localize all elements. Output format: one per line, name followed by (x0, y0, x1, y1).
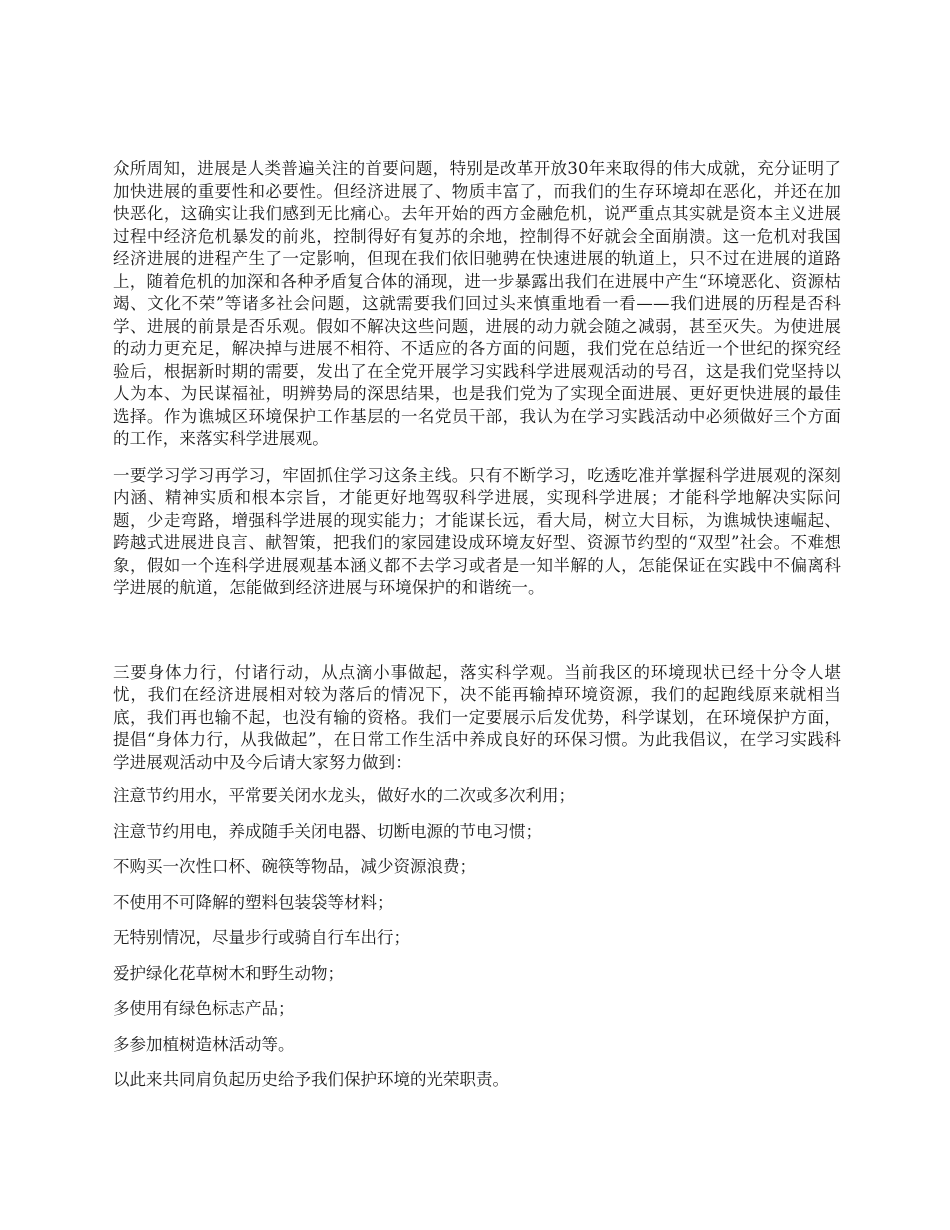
document-body (113, 158, 841, 1105)
list-item-greenery: 爱护绿化花草树木和野生动物； (113, 963, 344, 983)
list-item-tree-planting: 多参加植树造林活动等。 (113, 1034, 295, 1054)
list-item-travel: 无特别情况，尽量步行或骑自行车出行； (113, 928, 410, 947)
list-item-disposable: 不购买一次性口杯、碗筷等物品，减少资源浪费； (113, 857, 476, 876)
paragraph-intro: 众所周知，进展是人类普遍关注的首要问题，特别是改革开放30年来取得的伟大成就，充分证明了加快进展的重要性和必要性。但经济进展了、物质丰富了，而我们的生存环境却在恶化，并还在加快恶化，这确实让我们感到无比痛心。去年开始的西方金融危机，说严重点其实就是资本主义进展过程中经济危机暴发的前兆，控制得好有复苏的余地，控制得不好就会全面崩溃。这一危机对我国经济进展的进程产生了一定影响，但现在我们依旧驰骋在快速进展的轨道上，只不过在进展的道路上，随着危机的加深和各种矛盾复合体的涌现，进一步暴露出我们在进展中产生“环境恶化、资源枯竭、文化不荣”等诸多社会问题，这就需要我们回过头来慎重地看一看——我们进展的历程是否科学、进展的前景是否乐观。假如不解决这些问题，进展的动力就会随之减弱，甚至灭失。为使进展的动力更充足，解决掉与进展不相符、不适应的各方面的问题，我们党在总结近一个世纪的探究经验后，根据新时期的需要，发出了在全党开展学习实践科学进展观活动的号召，这是我们党坚持以人为本、为民谋福祉，明辨势局的深思结果，也是我们党为了实现全面进展、更好更快进展的最佳选择。作为谯城区环境保护工作基层的一名党员干部，我认为在学习实践活动中必须做好三个方面的工作，来落实科学进展观。 (113, 159, 841, 448)
list-item-plastic: 不使用不可降解的塑料包装袋等材料； (113, 892, 394, 912)
closing-sentence: 以此来共同肩负起历史给予我们保护环境的光荣职责。 (113, 1070, 509, 1089)
paragraph-study: 一要学习学习再学习，牢固抓住学习这条主线。只有不断学习，吃透吃准并掌握科学进展观的深刻内涵、精神实质和根本宗旨，才能更好地驾驭科学进展，实现科学进展；才能科学地解决实际问题，少走弯路，增强科学进展的现实能力；才能谋长远，看大局，树立大目标，为谯城快速崛起、跨越式进展进良言、献智策，把我们的家园建设成环境友好型、资源节约型的“双型”社会。不难想象，假如一个连科学进展观基本涵义都不去学习或者是一知半解的人，怎能保证在实践中不偏离科学进展的航道，怎能做到经济进展与环境保护的和谐统一。 (113, 465, 841, 597)
list-item-green-products: 多使用有绿色标志产品； (113, 999, 295, 1018)
list-item-water: 注意节约用水，平常要关闭水龙头，做好水的二次或多次利用； (113, 786, 575, 805)
paragraph-action: 三要身体力行，付诸行动，从点滴小事做起，落实科学观。当前我区的环境现状已经十分令人堪忧，我们在经济进展相对较为落后的情况下，决不能再输掉环境资源，我们的起跑线原来就相当底，我们再也输不起，也没有输的资格。我们一定要展示后发优势，科学谋划，在环境保护方面，提倡“身体力行，从我做起”，在日常工作生活中养成良好的环保习惯。为此我倡议，在学习实践科学进展观活动中及今后请大家努力做到： (113, 662, 841, 772)
list-item-electricity: 注意节约用电，养成随手关闭电器、切断电源的节电习惯； (113, 821, 542, 841)
